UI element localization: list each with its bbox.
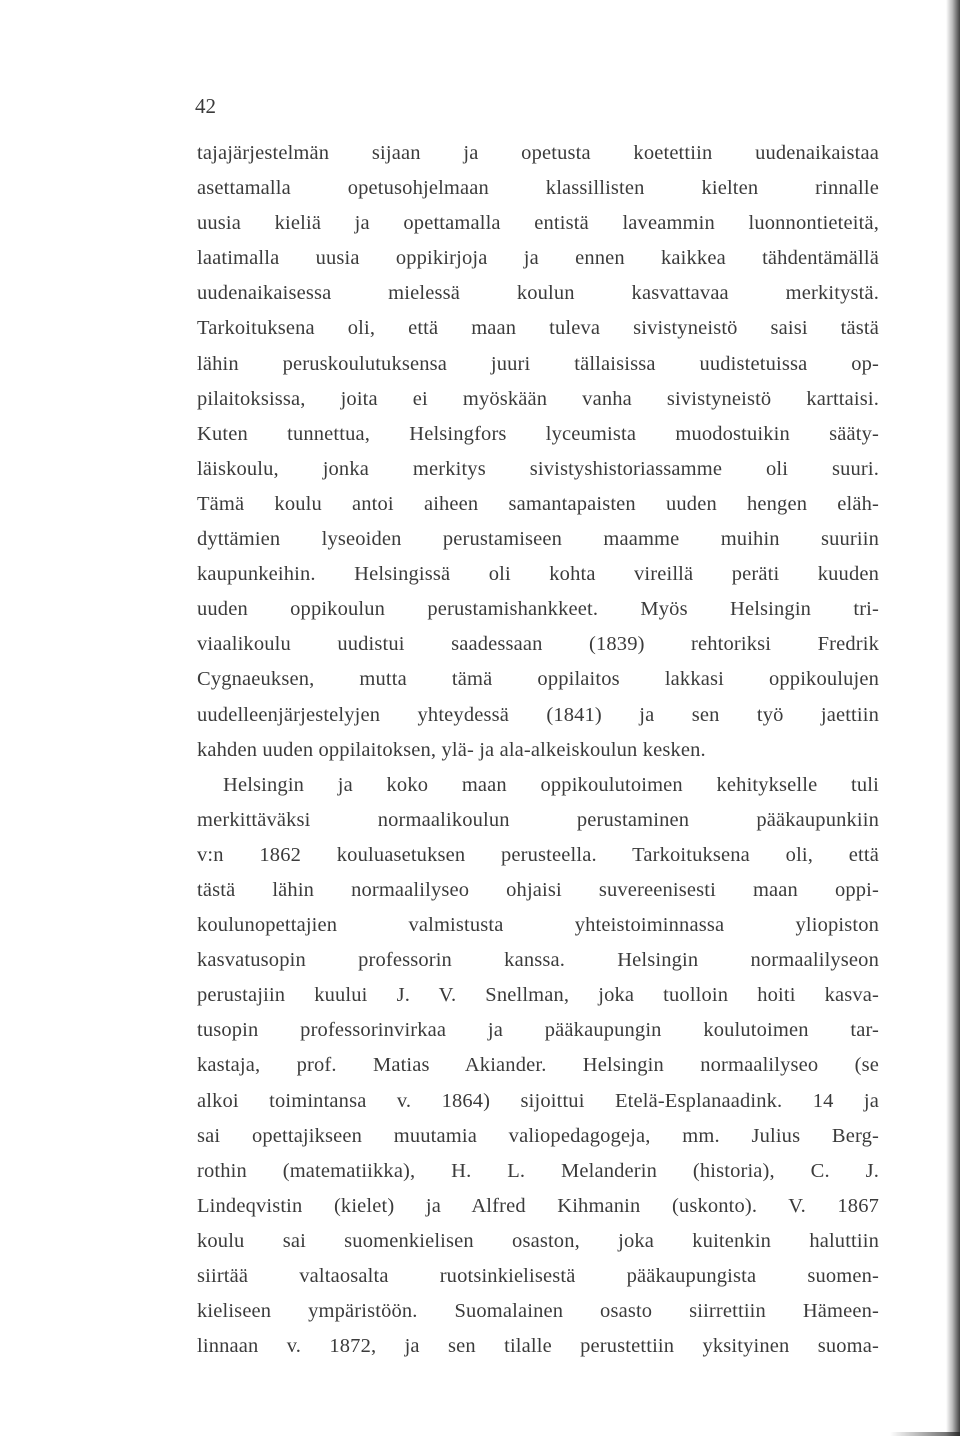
- text-line: uusia kieliä ja opettamalla entistä laveammin luonnontieteitä,: [197, 212, 879, 235]
- text-line: pilaitoksissa, joita ei myöskään vanha sivistyneistö karttaisi.: [197, 387, 879, 410]
- page-number: 42: [195, 94, 216, 118]
- text-line: lähin peruskoulutuksensa juuri tällaisissa uudistetuissa op-: [197, 352, 879, 375]
- text-line: merkittäväksi normaalikoulun perustaminen pääkaupunkiin: [197, 808, 879, 831]
- text-line: tajajärjestelmän sijaan ja opetusta koetettiin uudenaikaistaa: [197, 142, 879, 164]
- text-line: läiskoulu, jonka merkitys sivistyshistoriassamme oli suuri.: [197, 457, 879, 480]
- text-line: laatimalla uusia oppikirjoja ja ennen kaikkea tähdentämällä: [197, 247, 879, 270]
- text-line: Kuten tunnettua, Helsingfors lyceumista muodostuikin sääty-: [197, 422, 879, 445]
- text-line: kastaja, prof. Matias Akiander. Helsingin normaalilyseo (se: [197, 1054, 879, 1077]
- text-line: sai opettajikseen muutamia valiopedagogeja, mm. Julius Berg-: [197, 1124, 879, 1147]
- text-line: siirtää valtaosalta ruotsinkielisestä pääkaupungista suomen-: [197, 1265, 879, 1287]
- text-line: koulu sai suomenkielisen osaston, joka kuitenkin haluttiin: [197, 1229, 879, 1252]
- page-edge-shadow: [946, 0, 960, 1436]
- text-line: dyttämien lyseoiden perustamiseen maamme muihin suuriin: [197, 528, 879, 551]
- text-line: tusopin professorinvirkaa ja pääkaupungin koulutoimen tar-: [197, 1019, 879, 1042]
- text-line: kieliseen ympäristöön. Suomalainen osasto siirrettiin Hämeen-: [197, 1300, 879, 1323]
- text-line: tästä lähin normaalilyseo ohjaisi suvereenisesti maan oppi-: [197, 878, 879, 901]
- text-line: alkoi toimintansa v. 1864) sijoittui Etelä-Esplanaadink. 14 ja: [197, 1089, 879, 1112]
- text-line: viaalikoulu uudistui saadessaan (1839) rehtoriksi Fredrik: [197, 633, 879, 656]
- text-line: Helsingin ja koko maan oppikoulutoimen kehitykselle tuli: [223, 773, 879, 796]
- text-line: kasvatusopin professorin kanssa. Helsingin normaalilyseon: [197, 949, 879, 972]
- text-line: v:n 1862 kouluasetuksen perusteella. Tarkoituksena oli, että: [197, 843, 879, 866]
- text-line: koulunopettajien valmistusta yhteistoiminnassa yliopiston: [197, 914, 879, 937]
- text-line: Tämä koulu antoi aiheen samantapaisten uuden hengen eläh-: [197, 492, 879, 515]
- text-line: Cygnaeuksen, mutta tämä oppilaitos lakkasi oppikoulujen: [197, 668, 879, 691]
- text-line: uudelleenjärjestelyjen yhteydessä (1841) ja sen työ jaettiin: [197, 703, 879, 726]
- text-line: uuden oppikoulun perustamishankkeet. Myös Helsingin tri-: [197, 598, 879, 621]
- text-line: linnaan v. 1872, ja sen tilalle perustettiin yksityinen suoma-: [197, 1335, 879, 1358]
- page-edge-mark: [890, 1432, 960, 1436]
- text-line: Tarkoituksena oli, että maan tuleva sivistyneistö saisi tästä: [197, 317, 879, 340]
- text-line: rothin (matematiikka), H. L. Melanderin (historia), C. J.: [197, 1159, 879, 1182]
- text-line: kahden uuden oppilaitoksen, ylä- ja ala-alkeiskoulun kesken.: [197, 738, 706, 761]
- text-line: uudenaikaisessa mielessä koulun kasvattavaa merkitystä.: [197, 282, 879, 305]
- text-line: Lindeqvistin (kielet) ja Alfred Kihmanin (uskonto). V. 1867: [197, 1194, 879, 1217]
- text-line: perustajiin kuului J. V. Snellman, joka tuolloin hoiti kasva-: [197, 984, 879, 1007]
- text-line: asettamalla opetusohjelmaan klassillisten kielten rinnalle: [197, 177, 879, 200]
- body-text: [197, 136, 879, 1364]
- text-line: kaupunkeihin. Helsingissä oli kohta vireillä peräti kuuden: [197, 563, 879, 586]
